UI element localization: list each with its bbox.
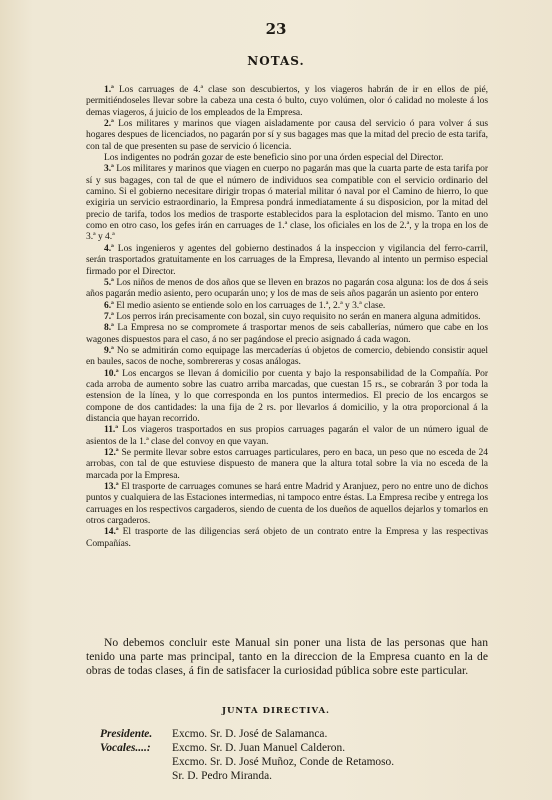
- note-paragraph: [86, 243, 488, 277]
- note-text: Los carruages de 4.ª clase son descubiertos, y los viageros habrán de ir en ellos de pié, permitiéndoseles llevar sobre la cabeza una cesta ó bulto, cuyo volúmen, olor ó calidad no moleste á los demas viageros, á juicio de los empleados de la Empresa.: [86, 84, 488, 118]
- note-paragraph: [86, 300, 488, 311]
- note-text: El medio asiento se entiende solo en los carruages de 1.ª, 2.ª y 3.ª clase.: [116, 299, 386, 311]
- board-member: Excmo. Sr. D. Juan Manuel Calderon.: [172, 742, 346, 754]
- notes-heading: NOTAS.: [247, 54, 305, 68]
- board-role: [100, 769, 172, 783]
- note-number: 6.ª: [104, 299, 114, 311]
- note-text: Se permite llevar sobre estos carruages particulares, pero en baca, un peso que no esceda de 24 arrobas, con tal de que estuviese dispuesto de manera que la altura total sobre la via no esceda de la marcada por la Empresa.: [86, 447, 489, 481]
- note-number: 2.ª: [104, 118, 114, 130]
- note-number: 14.ª: [104, 526, 119, 538]
- note-paragraph: [86, 424, 488, 447]
- board-list: [100, 727, 520, 783]
- note-paragraph: [86, 526, 488, 549]
- note-text: Los ingenieros y agentes del gobierno destinados á la inspeccion y vigilancia del ferro-carril, serán trasportados gratuitamente en los carruages de la Empresa, llevando al intento un permiso especial firmado por el Director.: [86, 242, 488, 277]
- board-member: Excmo. Sr. D. José Muñoz, Conde de Retamoso.: [172, 756, 395, 768]
- board-role: Vocales....:: [100, 742, 151, 754]
- note-text: Los militares y marinos que viagen en cuerpo no pagarán mas que la cuarta parte de esta tarifa por sí y sus bagages, con tal de que el número de individuos sea compatible con el servicio ordinario del camino. Si el gobierno necesitare dirigir tropas ó material militar ó naval por el Camino de hierro, lo que exigiria un servicio estraordinario, la Empresa pondrá inmediatamente á su disposicion, por la mitad del precio de tarifa, todos los medios de trasporte establecidos para la esplotacion del mismo. Tanto en uno como en otro caso, los gefes irán en carruages de 1.ª clase, los oficiales en los de 2.ª, y la tropa en los de 3.ª y 4.ª: [86, 163, 488, 243]
- note-text: Los militares y marinos que viagen aisladamente por causa del servicio ó para volver á sus hogares despues de licenciados, no pagarán por sí y sus bagages mas que la mitad del precio de esta tarifa, con tal de que presenten su pase de servicio ó licencia.: [86, 118, 488, 152]
- note-number: 5.ª: [104, 276, 114, 288]
- note-text: Los viageros trasportados en sus propios carruages pagarán el valor de un número igual de asientos de la 1.ª clase del convoy en que vayan.: [86, 424, 488, 447]
- note-number: 10.ª: [104, 367, 119, 379]
- note-text: Los niños de menos de dos años que se lleven en brazos no pagarán cosa alguna: los de dos á seis años pagarán medio asiento, pero ocuparán uno; y los de mas de seis años pagarán un asiento por entero: [86, 276, 488, 300]
- note-number: 1.ª: [104, 84, 114, 95]
- note-paragraph: [86, 163, 488, 242]
- board-row: [100, 741, 520, 755]
- page-number: 23: [265, 20, 287, 38]
- note-paragraph: [86, 368, 488, 425]
- note-number: 8.ª: [104, 322, 114, 334]
- note-paragraph: [86, 118, 488, 152]
- note-number: 11.ª: [104, 424, 119, 436]
- note-paragraph: [86, 345, 488, 368]
- board-row: [100, 769, 520, 783]
- notes-list: [86, 84, 488, 549]
- note-paragraph: [86, 311, 488, 322]
- board-row: [100, 755, 520, 769]
- closing-text: No debemos concluir este Manual sin poner una lista de las personas que han tenido una parte mas principal, tanto en la direccion de la Empresa cuanto en la de obras de todas clases, á fin de satisfacer la curiosidad pública sobre este particular.: [86, 636, 488, 677]
- junta-heading: JUNTA DIRECTIVA.: [221, 706, 331, 716]
- note-text: Los indigentes no podrán gozar de este beneficio sino por una órden especial del Director.: [104, 152, 444, 164]
- note-number: 9.ª: [104, 344, 114, 356]
- note-text: La Empresa no se compromete á trasportar menos de seis caballerías, número que cabe en los wagones dispuestos para el caso, á no ser pagándose el precio asignado á cada wagon.: [86, 322, 489, 345]
- note-text: Los encargos se llevan á domicilio por cuenta y bajo la responsabilidad de la Compañía. Por cada arroba de aumento sobre las cuatro arriba marcadas, que cuestan 15 rs., se cobrarán 3 por toda la estension de la línea, y lo que corresponda en los puntos intermedios. El precio de los encargos se compone de dos cantidades: la una fija de 2 rs. por llevarlos á domicilio, y la otra proporcional á la distancia que hayan recorrido.: [86, 367, 488, 424]
- board-member: Sr. D. Pedro Miranda.: [172, 770, 272, 782]
- note-paragraph: [86, 277, 488, 300]
- note-text: No se admitirán como equipage las mercaderías ú objetos de comercio, debiendo consistir aquel en baules, sacos de noche, sombrereras y cosas análogas.: [86, 344, 488, 368]
- note-number: 7.ª: [104, 310, 114, 322]
- closing-paragraph: [86, 636, 488, 678]
- note-number: 4.ª: [104, 242, 114, 254]
- note-paragraph: [86, 322, 488, 345]
- note-paragraph: [86, 481, 488, 526]
- note-text: Los perros irán precisamente con bozal, sin cuyo requisito no serán en manera alguna admitidos.: [116, 310, 481, 322]
- note-number: 13.ª: [104, 481, 119, 493]
- board-role: [100, 755, 172, 769]
- note-number: 3.ª: [104, 163, 114, 175]
- board-member: Excmo. Sr. D. José de Salamanca.: [172, 728, 328, 740]
- note-paragraph: [86, 152, 488, 163]
- note-text: El trasporte de carruages comunes se hará entre Madrid y Aranjuez, pero no entre uno de dichos puntos y cualquiera de las Estaciones intermedias, ni tampoco entre éstas. La Empresa recibe y entrega los carruages en los respectivos cargaderos, siendo de cuenta de los dueños de aquellos dejarlos y tomarlos en otros cargaderos.: [86, 481, 488, 527]
- note-text: El trasporte de las diligencias será objeto de un contrato entre la Empresa y las respectivas Compañías.: [86, 526, 488, 549]
- note-paragraph: [86, 447, 488, 481]
- board-role: Presidente.: [100, 728, 153, 740]
- board-row: [100, 727, 520, 741]
- note-number: 12.ª: [104, 447, 119, 458]
- note-paragraph: [86, 84, 488, 118]
